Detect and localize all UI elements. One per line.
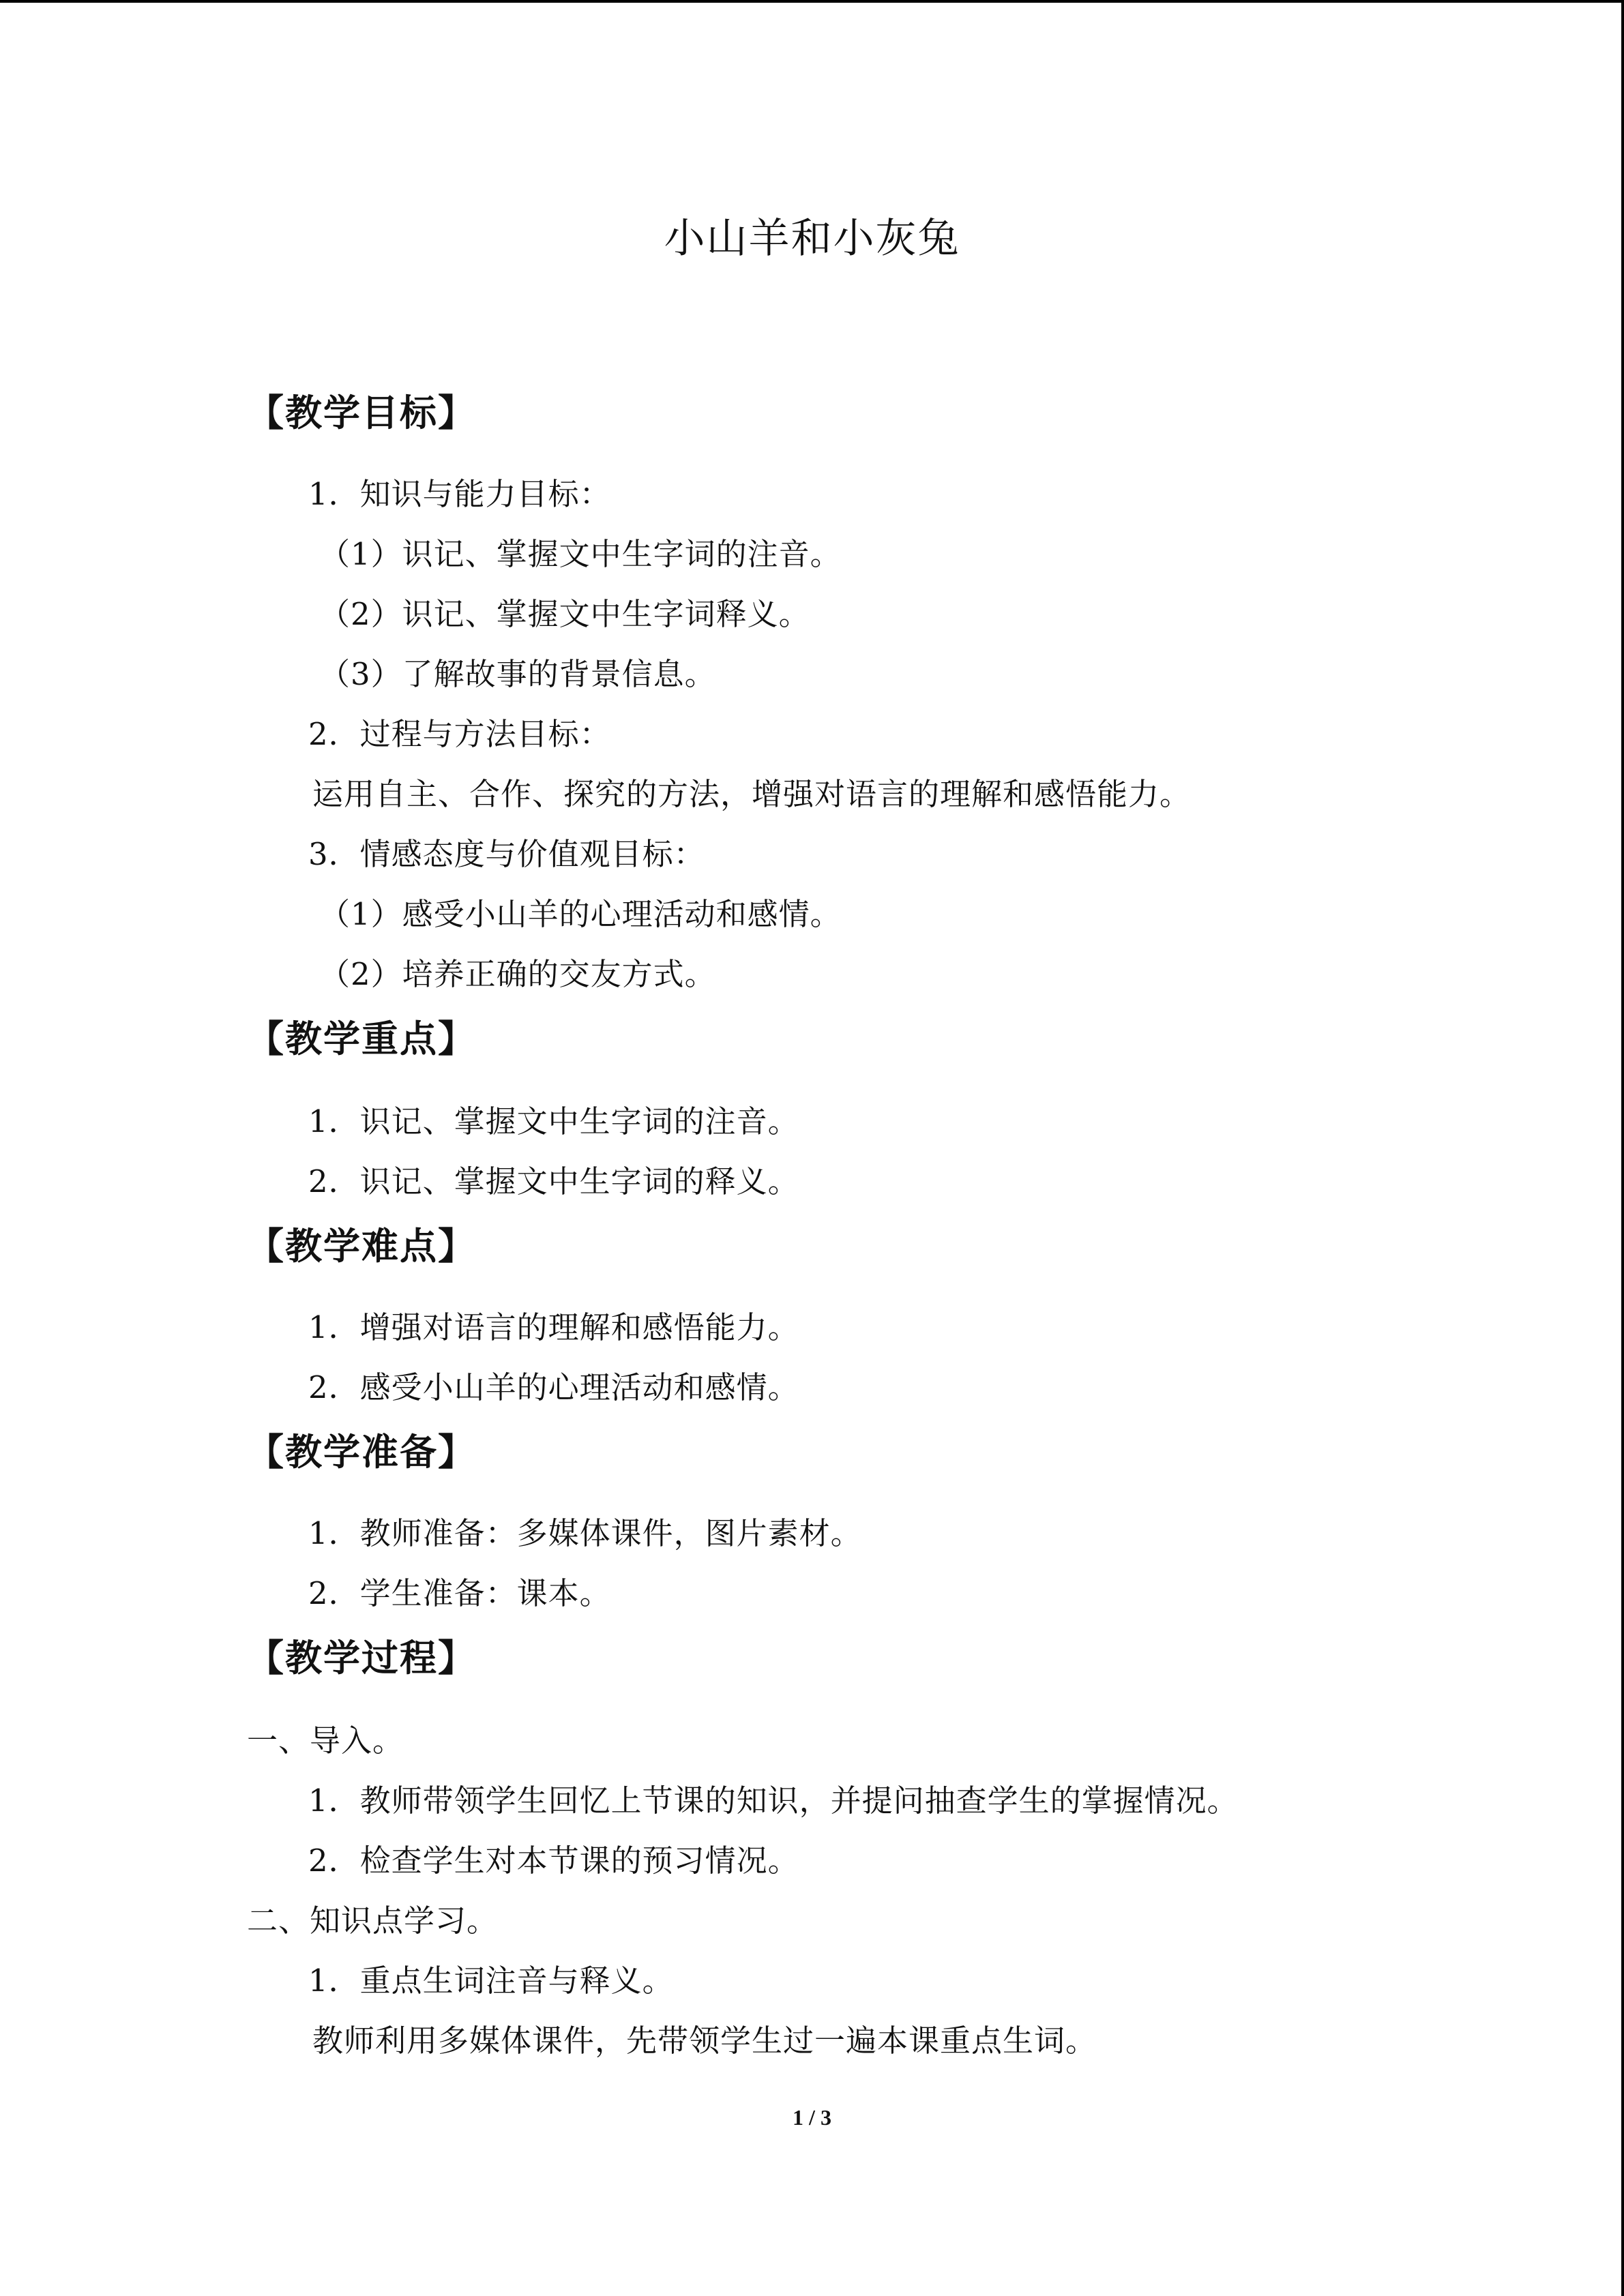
objective-line: （2）识记、掌握文中生字词释义。	[319, 596, 810, 632]
preparation-line: 2．学生准备：课本。	[308, 1575, 611, 1611]
process-line: 教师利用多媒体课件，先带领学生过一遍本课重点生词。	[312, 2023, 1097, 2059]
process-line: 1．教师带领学生回忆上节课的知识，并提问抽查学生的掌握情况。	[308, 1783, 1239, 1819]
preparation-line: 1．教师准备：多媒体课件，图片素材。	[308, 1515, 862, 1551]
objective-line: 运用自主、合作、探究的方法，增强对语言的理解和感悟能力。	[312, 776, 1192, 812]
heading-preparation: 【教学准备】	[247, 1431, 476, 1474]
heading-process: 【教学过程】	[247, 1637, 476, 1680]
heading-difficulties: 【教学难点】	[247, 1225, 476, 1268]
objective-line: （2）培养正确的交友方式。	[319, 956, 716, 992]
key-point-line: 1．识记、掌握文中生字词的注音。	[308, 1103, 799, 1139]
document-title: 小山羊和小灰兔	[664, 215, 960, 263]
objective-line: 1．知识与能力目标：	[308, 476, 611, 512]
objective-line: （1）感受小山羊的心理活动和感情。	[319, 896, 842, 932]
process-line: 2．检查学生对本节课的预习情况。	[308, 1843, 799, 1879]
heading-objectives: 【教学目标】	[247, 391, 476, 434]
objective-line: （3）了解故事的背景信息。	[319, 656, 716, 692]
heading-key-points: 【教学重点】	[247, 1017, 476, 1060]
process-line: 1．重点生词注音与释义。	[308, 1963, 674, 1999]
process-line: 一、导入。	[247, 1723, 404, 1759]
difficulty-line: 2．感受小山羊的心理活动和感情。	[308, 1369, 799, 1405]
key-point-line: 2．识记、掌握文中生字词的释义。	[308, 1163, 799, 1199]
objective-line: 2．过程与方法目标：	[308, 716, 611, 752]
page-border-top	[0, 0, 1624, 3]
process-line: 二、知识点学习。	[247, 1903, 499, 1939]
objective-line: 3．情感态度与价值观目标：	[308, 836, 705, 872]
objective-line: （1）识记、掌握文中生字词的注音。	[319, 536, 842, 572]
page-number: 1 / 3	[793, 2105, 831, 2130]
difficulty-line: 1．增强对语言的理解和感悟能力。	[308, 1309, 799, 1345]
page-border-right	[1621, 0, 1624, 2296]
